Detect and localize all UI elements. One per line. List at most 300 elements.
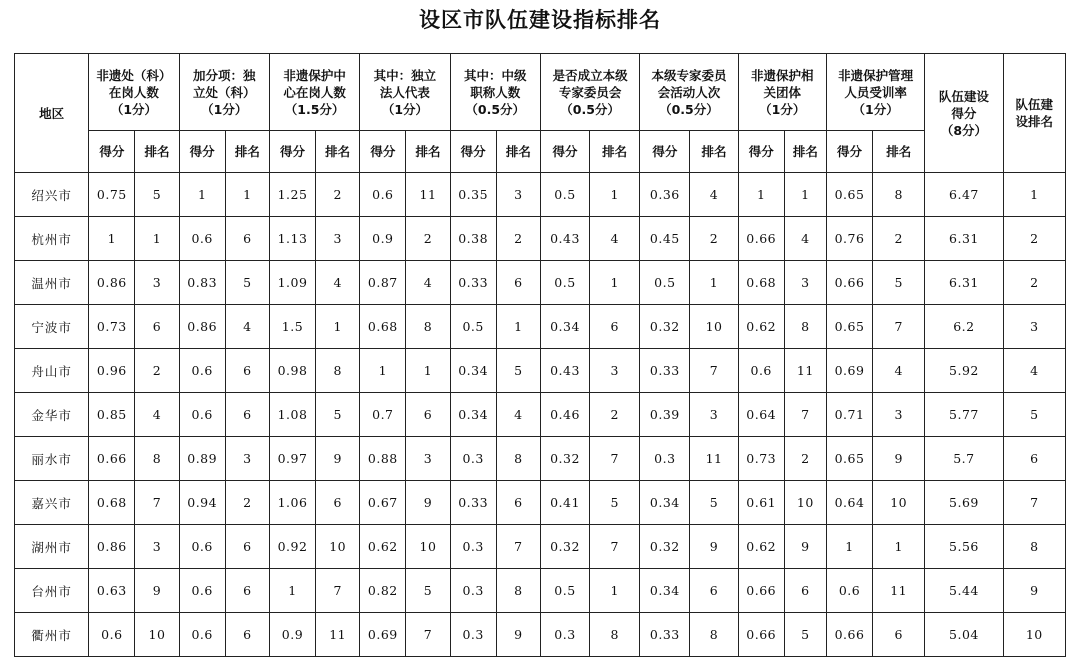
- team-rank-cell: 8: [1003, 525, 1065, 569]
- total-score-cell: 6.47: [925, 173, 1003, 217]
- rank-cell: 6: [873, 613, 925, 657]
- rank-cell: 9: [496, 613, 540, 657]
- rank-cell: 9: [316, 437, 360, 481]
- rank-cell: 1: [590, 173, 640, 217]
- score-cell: 0.32: [640, 305, 690, 349]
- score-cell: 0.66: [738, 217, 784, 261]
- score-cell: 0.5: [450, 305, 496, 349]
- group-header-line: 非遗处（科）: [96, 67, 172, 83]
- rank-cell: 1: [590, 261, 640, 305]
- score-cell: 0.45: [640, 217, 690, 261]
- group-header: [450, 54, 540, 131]
- score-cell: 0.73: [89, 305, 135, 349]
- team-rank-cell: 5: [1003, 393, 1065, 437]
- rank-cell: 2: [225, 481, 269, 525]
- score-cell: 1: [89, 217, 135, 261]
- score-cell: 0.76: [826, 217, 872, 261]
- score-cell: 0.6: [179, 525, 225, 569]
- rank-cell: 10: [690, 305, 738, 349]
- score-cell: 0.6: [179, 217, 225, 261]
- table-row: [15, 261, 1066, 305]
- score-cell: 0.34: [450, 349, 496, 393]
- rank-cell: 5: [135, 173, 179, 217]
- region-cell: 湖州市: [15, 525, 89, 569]
- rank-cell: 10: [406, 525, 450, 569]
- score-cell: 0.33: [450, 261, 496, 305]
- rank-cell: 9: [406, 481, 450, 525]
- table-row: [15, 173, 1066, 217]
- team-rank-cell: 4: [1003, 349, 1065, 393]
- rank-cell: 6: [225, 393, 269, 437]
- rank-cell: 2: [590, 393, 640, 437]
- rank-cell: 8: [316, 349, 360, 393]
- region-cell: 温州市: [15, 261, 89, 305]
- total-score-header: [925, 54, 1003, 173]
- score-cell: 0.39: [640, 393, 690, 437]
- rank-cell: 7: [873, 305, 925, 349]
- group-header-line: 非遗保护管理: [838, 67, 914, 83]
- region-cell: 宁波市: [15, 305, 89, 349]
- rank-cell: 2: [135, 349, 179, 393]
- score-cell: 0.64: [738, 393, 784, 437]
- score-cell: 0.32: [540, 525, 589, 569]
- region-cell: 绍兴市: [15, 173, 89, 217]
- rank-subheader: 排名: [590, 131, 640, 173]
- score-cell: 0.41: [540, 481, 589, 525]
- team-rank-cell: 1: [1003, 173, 1065, 217]
- rank-cell: 11: [406, 173, 450, 217]
- rank-cell: 1: [590, 569, 640, 613]
- score-subheader: 得分: [540, 131, 589, 173]
- group-header-line: 职称人数: [470, 84, 521, 100]
- score-cell: 0.86: [179, 305, 225, 349]
- rank-cell: 7: [135, 481, 179, 525]
- score-cell: 0.65: [826, 173, 872, 217]
- rank-cell: 3: [316, 217, 360, 261]
- score-cell: 1: [179, 173, 225, 217]
- rank-cell: 5: [873, 261, 925, 305]
- score-cell: 0.33: [640, 613, 690, 657]
- score-cell: 0.97: [269, 437, 315, 481]
- table-row: [15, 349, 1066, 393]
- rank-cell: 10: [135, 613, 179, 657]
- group-header-line: 是否成立本级: [552, 67, 628, 83]
- rank-subheader: 排名: [784, 131, 826, 173]
- rank-cell: 1: [316, 305, 360, 349]
- group-header-line: 非遗保护中: [283, 67, 346, 83]
- score-cell: 0.68: [360, 305, 406, 349]
- score-cell: 0.62: [360, 525, 406, 569]
- rank-subheader: 排名: [873, 131, 925, 173]
- region-cell: 衢州市: [15, 613, 89, 657]
- table-row: [15, 525, 1066, 569]
- rank-cell: 10: [873, 481, 925, 525]
- group-header-line: （1分）: [852, 101, 899, 117]
- rank-subheader: 排名: [690, 131, 738, 173]
- group-header-line: 法人代表: [379, 84, 430, 100]
- score-cell: 0.68: [738, 261, 784, 305]
- score-cell: 0.5: [640, 261, 690, 305]
- score-cell: 0.66: [826, 261, 872, 305]
- ranking-table: [14, 53, 1066, 657]
- region-cell: 嘉兴市: [15, 481, 89, 525]
- rank-cell: 7: [784, 393, 826, 437]
- rank-cell: 1: [873, 525, 925, 569]
- rank-cell: 4: [690, 173, 738, 217]
- score-cell: 0.33: [640, 349, 690, 393]
- score-subheader: 得分: [450, 131, 496, 173]
- rank-cell: 8: [873, 173, 925, 217]
- team-rank-header-line: 队伍建: [1015, 97, 1054, 112]
- rank-cell: 1: [784, 173, 826, 217]
- total-score-header-line: 得分: [951, 105, 977, 121]
- group-header-line: （1分）: [201, 101, 248, 117]
- total-score-cell: 5.04: [925, 613, 1003, 657]
- rank-cell: 7: [590, 525, 640, 569]
- total-score-cell: 6.31: [925, 261, 1003, 305]
- rank-cell: 6: [784, 569, 826, 613]
- rank-cell: 1: [225, 173, 269, 217]
- rank-subheader: 排名: [316, 131, 360, 173]
- rank-subheader: 排名: [135, 131, 179, 173]
- score-cell: 0.34: [640, 481, 690, 525]
- score-subheader: 得分: [738, 131, 784, 173]
- rank-cell: 10: [784, 481, 826, 525]
- rank-cell: 7: [316, 569, 360, 613]
- score-cell: 0.46: [540, 393, 589, 437]
- rank-cell: 9: [690, 525, 738, 569]
- rank-cell: 11: [784, 349, 826, 393]
- score-cell: 0.66: [738, 613, 784, 657]
- rank-cell: 6: [690, 569, 738, 613]
- rank-cell: 7: [496, 525, 540, 569]
- rank-cell: 9: [135, 569, 179, 613]
- total-score-cell: 5.77: [925, 393, 1003, 437]
- team-rank-cell: 10: [1003, 613, 1065, 657]
- score-subheader: 得分: [360, 131, 406, 173]
- group-header-line: （1分）: [759, 101, 806, 117]
- group-header-line: 关团体: [763, 84, 802, 100]
- group-header-line: 其中：中级: [463, 67, 527, 83]
- rank-cell: 5: [225, 261, 269, 305]
- score-cell: 1.25: [269, 173, 315, 217]
- rank-cell: 3: [690, 393, 738, 437]
- team-rank-cell: 2: [1003, 261, 1065, 305]
- score-cell: 0.92: [269, 525, 315, 569]
- score-cell: 0.88: [360, 437, 406, 481]
- rank-cell: 3: [135, 525, 179, 569]
- rank-cell: 2: [873, 217, 925, 261]
- group-header: [360, 54, 450, 131]
- rank-cell: 6: [496, 261, 540, 305]
- total-score-cell: 5.7: [925, 437, 1003, 481]
- score-cell: 0.83: [179, 261, 225, 305]
- score-cell: 0.3: [640, 437, 690, 481]
- group-header: [269, 54, 359, 131]
- rank-cell: 8: [690, 613, 738, 657]
- score-cell: 1.08: [269, 393, 315, 437]
- score-cell: 1: [269, 569, 315, 613]
- score-subheader: 得分: [640, 131, 690, 173]
- score-cell: 0.66: [738, 569, 784, 613]
- table-row: [15, 569, 1066, 613]
- score-cell: 0.6: [738, 349, 784, 393]
- score-cell: 0.68: [89, 481, 135, 525]
- score-cell: 0.65: [826, 305, 872, 349]
- region-cell: 台州市: [15, 569, 89, 613]
- group-header-line: 非遗保护相: [751, 67, 814, 83]
- rank-cell: 8: [406, 305, 450, 349]
- score-cell: 1: [826, 525, 872, 569]
- group-header-line: （0.5分）: [465, 101, 526, 117]
- rank-cell: 3: [784, 261, 826, 305]
- group-header-line: （0.5分）: [659, 101, 719, 117]
- score-cell: 0.7: [360, 393, 406, 437]
- team-rank-cell: 3: [1003, 305, 1065, 349]
- rank-cell: 4: [316, 261, 360, 305]
- rank-cell: 4: [784, 217, 826, 261]
- score-cell: 0.32: [640, 525, 690, 569]
- rank-cell: 6: [225, 217, 269, 261]
- team-rank-cell: 7: [1003, 481, 1065, 525]
- score-cell: 1.13: [269, 217, 315, 261]
- score-cell: 0.3: [450, 613, 496, 657]
- region-cell: 杭州市: [15, 217, 89, 261]
- group-header: [640, 54, 738, 131]
- rank-cell: 6: [496, 481, 540, 525]
- total-score-cell: 5.44: [925, 569, 1003, 613]
- score-cell: 0.65: [826, 437, 872, 481]
- rank-cell: 3: [406, 437, 450, 481]
- table-row: [15, 481, 1066, 525]
- score-cell: 0.75: [89, 173, 135, 217]
- score-cell: 1.06: [269, 481, 315, 525]
- rank-cell: 8: [135, 437, 179, 481]
- region-header: 地区: [15, 54, 89, 173]
- total-score-header-line: （8分）: [940, 122, 988, 138]
- rank-cell: 9: [784, 525, 826, 569]
- rank-cell: 3: [225, 437, 269, 481]
- score-cell: 0.64: [826, 481, 872, 525]
- group-header: [738, 54, 826, 131]
- score-cell: 0.98: [269, 349, 315, 393]
- team-rank-cell: 6: [1003, 437, 1065, 481]
- rank-cell: 11: [873, 569, 925, 613]
- score-cell: 0.6: [89, 613, 135, 657]
- region-cell: 舟山市: [15, 349, 89, 393]
- score-cell: 0.61: [738, 481, 784, 525]
- score-cell: 0.33: [450, 481, 496, 525]
- score-cell: 0.63: [89, 569, 135, 613]
- rank-cell: 7: [590, 437, 640, 481]
- group-header-line: 立处（科）: [193, 84, 256, 100]
- score-cell: 0.35: [450, 173, 496, 217]
- team-rank-header-line: 设排名: [1015, 114, 1054, 129]
- rank-cell: 3: [590, 349, 640, 393]
- group-header-line: 其中：独立: [373, 67, 437, 83]
- rank-cell: 2: [496, 217, 540, 261]
- rank-cell: 11: [316, 613, 360, 657]
- score-cell: 0.62: [738, 305, 784, 349]
- group-header: [179, 54, 269, 131]
- team-rank-cell: 2: [1003, 217, 1065, 261]
- rank-cell: 5: [496, 349, 540, 393]
- score-cell: 0.94: [179, 481, 225, 525]
- group-header-line: （1.5分）: [284, 101, 345, 117]
- score-cell: 0.38: [450, 217, 496, 261]
- rank-subheader: 排名: [225, 131, 269, 173]
- score-cell: 1: [360, 349, 406, 393]
- score-cell: 0.3: [450, 437, 496, 481]
- total-score-cell: 5.92: [925, 349, 1003, 393]
- rank-cell: 6: [225, 525, 269, 569]
- score-cell: 0.43: [540, 217, 589, 261]
- rank-cell: 3: [135, 261, 179, 305]
- group-header-line: 专家委员会: [558, 84, 622, 100]
- score-cell: 0.34: [540, 305, 589, 349]
- score-cell: 0.86: [89, 261, 135, 305]
- rank-cell: 3: [873, 393, 925, 437]
- rank-cell: 1: [406, 349, 450, 393]
- score-cell: 0.71: [826, 393, 872, 437]
- score-cell: 0.6: [179, 569, 225, 613]
- score-cell: 0.6: [179, 349, 225, 393]
- score-cell: 0.85: [89, 393, 135, 437]
- group-header-line: （1分）: [110, 101, 158, 117]
- score-cell: 0.3: [450, 525, 496, 569]
- score-cell: 0.87: [360, 261, 406, 305]
- rank-cell: 6: [316, 481, 360, 525]
- score-cell: 0.62: [738, 525, 784, 569]
- rank-cell: 1: [135, 217, 179, 261]
- rank-cell: 5: [406, 569, 450, 613]
- score-cell: 0.5: [540, 569, 589, 613]
- rank-cell: 7: [690, 349, 738, 393]
- total-score-header-line: 队伍建设: [938, 88, 989, 104]
- total-score-cell: 6.2: [925, 305, 1003, 349]
- score-cell: 0.82: [360, 569, 406, 613]
- score-cell: 0.96: [89, 349, 135, 393]
- rank-cell: 2: [406, 217, 450, 261]
- score-cell: 0.43: [540, 349, 589, 393]
- group-header: [826, 54, 924, 131]
- score-subheader: 得分: [826, 131, 872, 173]
- rank-cell: 5: [784, 613, 826, 657]
- region-cell: 金华市: [15, 393, 89, 437]
- team-rank-cell: 9: [1003, 569, 1065, 613]
- group-header-line: （1分）: [381, 101, 429, 117]
- rank-cell: 8: [784, 305, 826, 349]
- score-cell: 0.69: [360, 613, 406, 657]
- rank-cell: 5: [316, 393, 360, 437]
- table-row: [15, 393, 1066, 437]
- score-cell: 0.34: [640, 569, 690, 613]
- score-cell: 1.09: [269, 261, 315, 305]
- score-cell: 0.34: [450, 393, 496, 437]
- group-header-line: 本级专家委员: [651, 67, 727, 83]
- region-cell: 丽水市: [15, 437, 89, 481]
- group-header: [89, 54, 179, 131]
- score-cell: 0.73: [738, 437, 784, 481]
- rank-cell: 8: [590, 613, 640, 657]
- score-cell: 0.67: [360, 481, 406, 525]
- score-cell: 0.9: [269, 613, 315, 657]
- score-cell: 0.6: [360, 173, 406, 217]
- score-cell: 0.66: [89, 437, 135, 481]
- rank-cell: 8: [496, 437, 540, 481]
- table-row: [15, 437, 1066, 481]
- page-title: 设区市队伍建设指标排名: [419, 8, 661, 32]
- score-cell: 1.5: [269, 305, 315, 349]
- rank-cell: 1: [496, 305, 540, 349]
- rank-cell: 9: [873, 437, 925, 481]
- team-rank-header: [1003, 54, 1065, 173]
- rank-cell: 2: [784, 437, 826, 481]
- score-cell: 0.5: [540, 261, 589, 305]
- rank-cell: 3: [496, 173, 540, 217]
- score-cell: 0.6: [179, 613, 225, 657]
- score-cell: 0.3: [450, 569, 496, 613]
- rank-cell: 4: [873, 349, 925, 393]
- rank-cell: 1: [690, 261, 738, 305]
- rank-subheader: 排名: [406, 131, 450, 173]
- rank-cell: 7: [406, 613, 450, 657]
- group-header-line: 加分项：独: [193, 67, 256, 83]
- rank-cell: 4: [496, 393, 540, 437]
- group-header: [540, 54, 639, 131]
- table-row: [15, 613, 1066, 657]
- score-subheader: 得分: [179, 131, 225, 173]
- score-cell: 0.89: [179, 437, 225, 481]
- rank-cell: 6: [225, 613, 269, 657]
- score-subheader: 得分: [89, 131, 135, 173]
- table-row: [15, 305, 1066, 349]
- score-cell: 0.9: [360, 217, 406, 261]
- rank-cell: 2: [316, 173, 360, 217]
- score-cell: 1: [738, 173, 784, 217]
- rank-cell: 4: [406, 261, 450, 305]
- score-cell: 0.86: [89, 525, 135, 569]
- score-cell: 0.66: [826, 613, 872, 657]
- rank-cell: 10: [316, 525, 360, 569]
- rank-cell: 4: [590, 217, 640, 261]
- score-cell: 0.69: [826, 349, 872, 393]
- group-header-line: 在岗人数: [108, 84, 159, 100]
- score-cell: 0.6: [179, 393, 225, 437]
- group-header-line: 会活动人次: [657, 84, 721, 100]
- rank-cell: 6: [225, 349, 269, 393]
- score-cell: 0.36: [640, 173, 690, 217]
- total-score-cell: 5.69: [925, 481, 1003, 525]
- table-body: [15, 173, 1066, 657]
- rank-cell: 11: [690, 437, 738, 481]
- group-header-line: 心在岗人数: [283, 84, 346, 100]
- score-cell: 0.3: [540, 613, 589, 657]
- score-cell: 0.32: [540, 437, 589, 481]
- rank-cell: 6: [406, 393, 450, 437]
- score-subheader: 得分: [269, 131, 315, 173]
- rank-cell: 6: [135, 305, 179, 349]
- rank-cell: 6: [225, 569, 269, 613]
- rank-cell: 5: [690, 481, 738, 525]
- rank-cell: 4: [135, 393, 179, 437]
- score-cell: 0.6: [826, 569, 872, 613]
- group-header-line: （0.5分）: [560, 101, 620, 117]
- rank-subheader: 排名: [496, 131, 540, 173]
- rank-cell: 5: [590, 481, 640, 525]
- total-score-cell: 6.31: [925, 217, 1003, 261]
- rank-cell: 6: [590, 305, 640, 349]
